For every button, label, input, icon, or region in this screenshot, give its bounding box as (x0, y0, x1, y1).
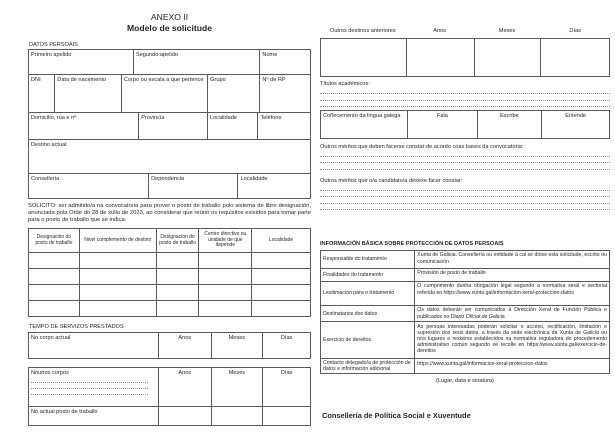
posto-cell[interactable] (29, 285, 79, 300)
label-anos: Anos (433, 28, 446, 34)
table-row (321, 268, 609, 281)
table-row (321, 251, 609, 268)
field-grupo[interactable] (207, 75, 259, 112)
field-entende[interactable] (541, 111, 609, 138)
label-dependencia: Dependencia (151, 176, 185, 182)
label-anos: Anos (178, 335, 192, 341)
table-row (321, 305, 609, 321)
field-telefono[interactable] (257, 113, 310, 139)
datos-persoais-table (28, 49, 311, 199)
prot-label-contacto: Contacto delegado/a de protección de datos e información adicional (323, 360, 411, 373)
table-row (29, 112, 310, 139)
label-meses: Meses (228, 370, 246, 376)
prot-label-lexitimacion: Lexitimación para o tratamento (323, 290, 395, 297)
posto-cell[interactable] (251, 269, 310, 284)
posto-cell[interactable] (198, 301, 251, 316)
field-domicilio[interactable] (29, 113, 138, 139)
field-data-nacemento[interactable] (54, 75, 121, 112)
field-outros-meses[interactable] (474, 39, 540, 76)
table-row (321, 281, 609, 305)
write-in-line[interactable] (320, 163, 610, 169)
field-conselleria[interactable] (29, 174, 148, 198)
posto-cell[interactable] (198, 285, 251, 300)
prot-label-finalidades: Finalidades do tratamento (323, 271, 383, 278)
table-row (29, 74, 310, 112)
label-outros-destinos: Outros destinos anteriores (329, 28, 396, 34)
field-corpo-anos[interactable] (158, 333, 211, 358)
posto-header-localidade: Localidade (251, 229, 310, 252)
footer-conselleria: Consellería de Política Social e Xuventude (322, 411, 471, 421)
prot-value-diario-oficial: Diario Oficial de Galicia (450, 313, 505, 320)
field-nome[interactable] (259, 50, 310, 74)
label-num-rp: Nº de RP (262, 77, 286, 83)
posto-cell[interactable] (156, 285, 199, 300)
label-fala: Fala (437, 112, 448, 119)
solicito-paragraph: SOLICITO: ser admitido/a na convocatoria para prover o posto de traballo polo sistema de libre designación, anunciada pola Orde do 28 de xullo de 2023, ao considerar que reúno os requisitos esixidos para tomar parte para o posto de traballo que se indica: (28, 203, 311, 223)
field-corpo-dias[interactable] (262, 333, 310, 358)
tempo-noutros-corpos-table (28, 367, 311, 426)
title-modelo: Modelo de solicitude (127, 22, 212, 33)
title-anexo: ANEXO II (150, 12, 189, 22)
label-dias: Días (280, 335, 293, 341)
posto-cell[interactable] (198, 269, 251, 284)
posto-header-row (29, 229, 310, 252)
label-localidade: Localidade (209, 115, 237, 121)
posto-cell[interactable] (156, 253, 199, 268)
write-in-line[interactable] (31, 389, 148, 395)
prot-value-lexitimacion: O cumprimento dunha obrigación legal segundo a normativa xeral e sectorial referida en https://www.xunta.gal/informacion-xeral-proteccion-datos (414, 282, 609, 305)
field-posto-meses[interactable] (211, 407, 263, 425)
field-corpo-escala[interactable] (121, 75, 207, 112)
posto-header-centro: Centro directivo ou unidade de que depende (198, 229, 251, 252)
field-segundo-apelido[interactable] (133, 50, 259, 74)
label-meses: Meses (498, 28, 516, 34)
posto-cell[interactable] (29, 269, 79, 284)
write-in-line[interactable] (320, 204, 610, 210)
prot-value-destinatarios-text: Os datos deberán ser comunicados á Dirección Xeral de Función Pública e publicados no (417, 307, 607, 320)
label-corpo-escala: Corpo ou escala a que pertence (123, 77, 204, 83)
section-datos-persoais: DATOS PERSOAIS (29, 42, 78, 48)
field-no-corpo-actual[interactable] (29, 333, 158, 358)
prot-value-destinatarios (414, 306, 609, 321)
field-dependencia[interactable] (148, 174, 237, 198)
table-row (321, 111, 609, 138)
field-noutros-dias[interactable] (262, 368, 310, 406)
label-data-nacemento: Data de nacemento (57, 77, 107, 83)
label-meses: Meses (228, 335, 246, 341)
label-escribe: Escribe (500, 112, 519, 119)
field-outros-dias[interactable] (540, 39, 609, 76)
table-row (29, 333, 310, 358)
label-primeiro-apelido: Primeiro apelido (31, 52, 72, 58)
field-noutros-anos[interactable] (158, 368, 211, 406)
label-nome: Nome (262, 52, 278, 58)
field-dni[interactable] (29, 75, 54, 112)
field-noutros-corpos[interactable] (29, 368, 158, 406)
label-dias: Días (569, 28, 581, 34)
posto-cell[interactable] (29, 253, 79, 268)
prot-label-responsable: Responsable do tratamento (323, 256, 387, 263)
left-column (28, 10, 311, 426)
posto-cell[interactable] (79, 301, 156, 316)
label-destino-actual: Destino actual (31, 142, 67, 148)
label-domicilio: Domicilio, rúa e nº (31, 115, 77, 121)
posto-cell[interactable] (79, 269, 156, 284)
label-provincia: Provincia (141, 115, 165, 121)
field-destino-actual[interactable] (29, 140, 310, 173)
label-grupo: Grupo (210, 77, 226, 83)
field-fala[interactable] (407, 111, 476, 138)
lugar-data-sinatura: (Lugar, data e sinatura) (436, 378, 494, 385)
posto-header-nivel: Nivel complemento de destino (79, 229, 156, 252)
posto-cell[interactable] (198, 253, 251, 268)
label-noutros-corpos: Noutros corpos (31, 370, 69, 376)
posto-cell[interactable] (251, 301, 310, 316)
form-title (28, 12, 311, 33)
posto-empty-row (29, 300, 310, 316)
posto-cell[interactable] (79, 253, 156, 268)
table-row (29, 50, 310, 74)
label-segundo-apelido: Segundo apelido (135, 52, 178, 58)
table-row (29, 406, 310, 425)
label-no-actual-posto: No actual posto de traballo (31, 409, 98, 415)
posto-empty-row (29, 252, 310, 268)
field-no-actual-posto[interactable] (29, 407, 158, 425)
field-posto-dias[interactable] (262, 407, 310, 425)
proteccion-datos-table (320, 250, 610, 374)
label-entende: Entende (565, 112, 587, 119)
section-proteccion-datos: INFORMACIÓN BÁSICA SOBRE PROTECCIÓN DE DATOS PERSOAIS (320, 240, 504, 247)
field-num-rp[interactable] (259, 75, 310, 112)
posto-cell[interactable] (29, 301, 79, 316)
posto-cell[interactable] (251, 253, 310, 268)
label-dias: Días (280, 370, 293, 376)
field-lingua-galega[interactable] (321, 111, 407, 138)
label-lingua-galega: Coñecemento da lingua galega (323, 112, 401, 119)
posto-cell[interactable] (79, 285, 156, 300)
lingua-galega-table (320, 110, 610, 139)
field-primeiro-apelido[interactable] (29, 50, 133, 74)
table-row (321, 39, 609, 76)
prot-value-responsable: Xunta de Galicia. Consellería ou entidade á cal se dirixe esta solicitude, escrito ou comunicación (414, 251, 609, 268)
label-no-corpo-actual: No corpo actual (31, 335, 71, 341)
field-outros-anos[interactable] (406, 39, 474, 76)
right-column (320, 25, 610, 420)
label-telefono: Teléfono (260, 115, 282, 121)
posto-cell[interactable] (156, 269, 199, 284)
label-dni: DNI (31, 77, 41, 83)
label-localidade-conselleria: Localidade (240, 176, 268, 182)
field-localidade-conselleria[interactable] (237, 174, 309, 198)
table-row (321, 321, 609, 358)
field-posto-anos[interactable] (158, 407, 211, 425)
section-meritos-bases: Outros méritos que deben facerse constar de acordo coas bases da convocatoria: (320, 143, 524, 150)
section-titulos-academicos: Títulos académicos: (320, 81, 370, 87)
table-row (29, 173, 310, 198)
posto-traballo-table (28, 228, 311, 317)
field-localidade[interactable] (207, 113, 258, 139)
posto-empty-row (29, 268, 310, 284)
table-row (29, 368, 310, 406)
write-in-line[interactable] (320, 101, 610, 107)
field-corpo-meses[interactable] (211, 333, 263, 358)
field-escribe[interactable] (477, 111, 542, 138)
section-meritos-candidato: Outros méritos que o/a candidato/a desexe facer constar: (320, 177, 463, 184)
table-row (29, 139, 310, 173)
posto-cell[interactable] (156, 301, 199, 316)
label-anos: Anos (178, 370, 192, 376)
field-outros-destinos[interactable] (321, 39, 406, 76)
label-conselleria: Consellería (31, 176, 60, 182)
posto-empty-row (29, 284, 310, 300)
prot-value-exercicio: As persoas interesadas poderán solicitar o acceso, rectificación, limitación e supresión dos seus datos, a través da sede electrónica da Xunta de Galicia ou nos lugares e rexistros establecidos na normativa reguladora do procedemento administrativo común segundo se recolle en https://www.xunta.gal/exercicio-de-dereitos (414, 322, 609, 358)
posto-header-designacion-2: Designación do posto de traballo (156, 229, 199, 252)
table-row (321, 358, 609, 373)
field-provincia[interactable] (138, 113, 207, 139)
outros-destinos-table (320, 38, 610, 77)
tempo-corpo-actual-table (28, 332, 311, 359)
outros-destinos-header-row (320, 28, 610, 38)
prot-value-finalidades: Provisión de posto de traballo (414, 269, 609, 281)
prot-label-exercicio: Exercicio de dereitos (323, 337, 372, 344)
prot-value-contacto: https://www.xunta.gal/informacion-xeral-proteccion-datos (414, 359, 609, 373)
posto-cell[interactable] (251, 285, 310, 300)
posto-header-designacion: Designación do posto de traballo (35, 233, 73, 246)
field-noutros-meses[interactable] (211, 368, 263, 406)
prot-label-destinatarios: Destinatarios dos datos (323, 310, 378, 317)
section-tempo-servizos: TEMPO DE SERVIZOS PRESTADOS (29, 324, 124, 330)
